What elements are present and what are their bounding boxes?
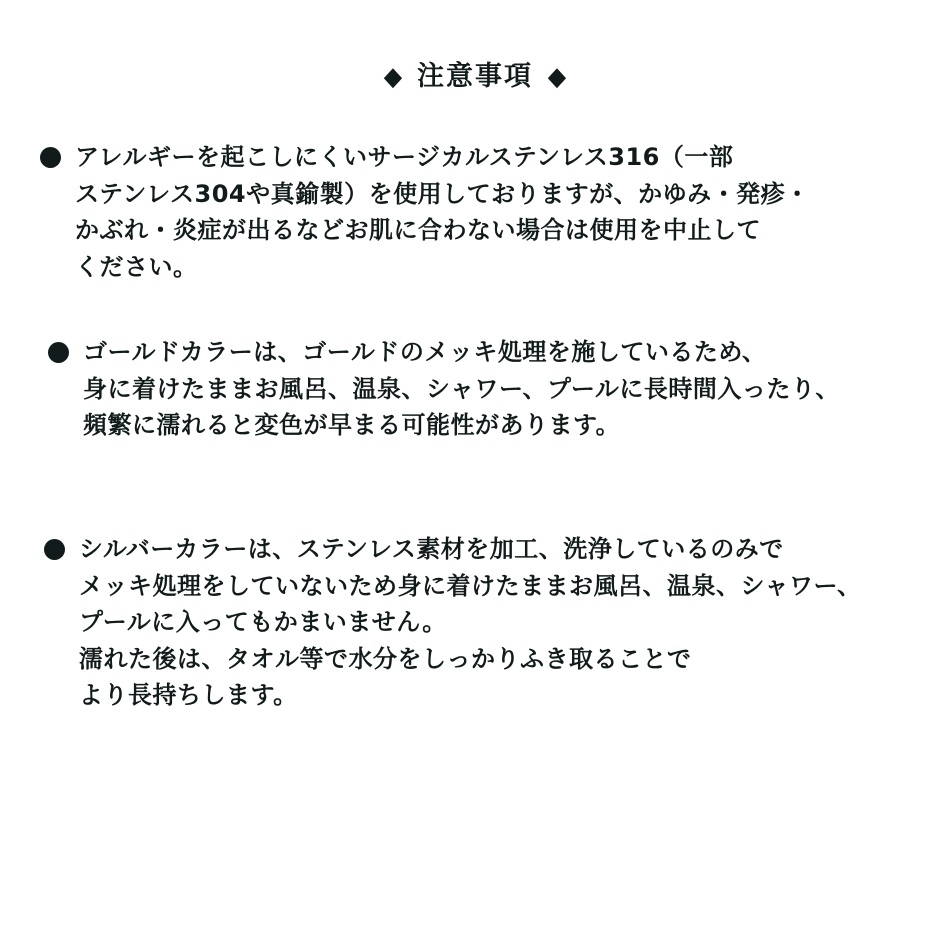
note-text-block	[75, 139, 810, 285]
diamond-icon-right: ◆	[547, 62, 567, 93]
note-text-block	[83, 334, 840, 444]
note-line: メッキ処理をしていないため身に着けたままお風呂、温泉、シャワー、	[79, 571, 862, 600]
bullet-icon	[48, 342, 69, 363]
note-line: より長持ちします。	[79, 681, 298, 709]
note-line: かぶれ・炎症が出るなどお肌に合わない場合は使用を中止して	[75, 216, 761, 244]
note-gold-color	[48, 334, 928, 444]
note-line: 頻繁に濡れると変色が早まる可能性があります。	[83, 411, 621, 439]
bullet-icon	[40, 147, 61, 168]
diamond-icon-left: ◆	[383, 62, 403, 93]
note-line: 濡れた後は、タオル等で水分をしっかりふき取ることで	[79, 644, 692, 673]
note-line: 身に着けたままお風呂、温泉、シャワー、プールに長時間入ったり、	[83, 374, 840, 403]
note-line: ください。	[75, 252, 198, 281]
note-line: アレルギーを起こしにくいサージカルステンレス316（一部	[75, 143, 734, 171]
note-text-block	[79, 531, 862, 714]
note-silver-color	[44, 531, 934, 714]
note-line: ゴールドカラーは、ゴールドのメッキ処理を施しているため、	[83, 338, 767, 366]
page-title	[0, 63, 950, 91]
note-line: プールに入ってもかまいません。	[79, 608, 447, 636]
bullet-icon	[44, 539, 65, 560]
note-line: ステンレス304や真鍮製）を使用しておりますが、かゆみ・発疹・	[75, 179, 810, 208]
note-line: シルバーカラーは、ステンレス素材を加工、洗浄しているのみで	[79, 535, 784, 563]
page-title-text: 注意事項	[417, 61, 533, 92]
note-allergy-material	[40, 139, 920, 285]
